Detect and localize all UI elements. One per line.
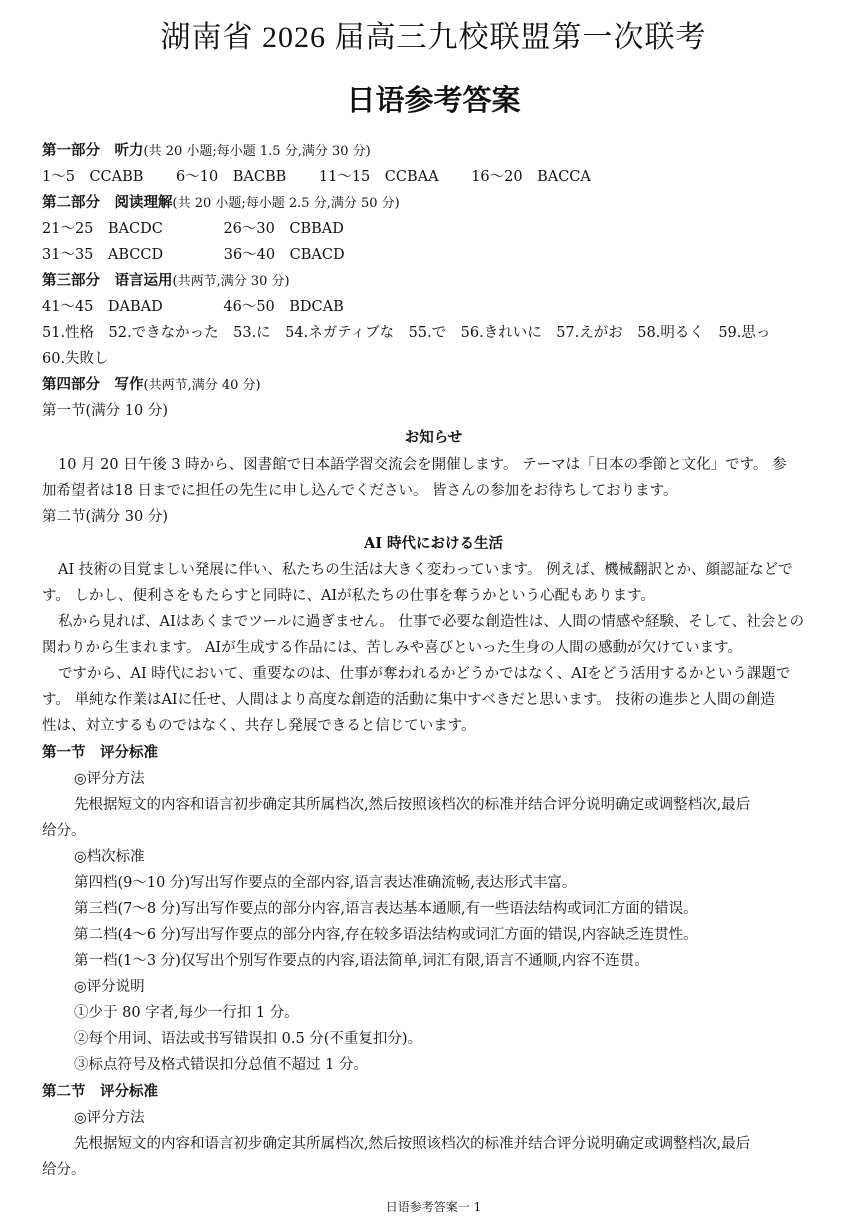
essay-line: 私から見れば、AIはあくまでツールに過ぎません。 仕事で必要な創造性は、人間の情感や経験、そして、社会との <box>58 614 805 630</box>
essay-line: 関わりから生まれます。 AIが生成する作品には、苦しみや喜びといった生身の人間の感動が欠けています。 <box>42 640 742 656</box>
part1-heading-line <box>42 141 832 162</box>
part2-answers-row2 <box>42 245 832 265</box>
answer-key-title: 日语参考答案 <box>346 83 521 117</box>
part2-heading: 第二部分 阅读理解 <box>42 194 173 211</box>
grading1-heading: 第一节 评分标准 <box>42 744 158 761</box>
grading1-notes-label: ◎评分说明 <box>74 979 145 995</box>
essay-line: ですから、AI 時代において、重要なのは、仕事が奪われるかどうかではなく、AIをどう活用するかという課題で <box>58 666 791 682</box>
answer-group: 41～45 DABAD <box>42 299 163 315</box>
notice-line: 10 月 20 日午後 3 時から、図書館で日本語学習交流会を開催します。 テーマは「日本の季節と文化」です。 参 <box>58 457 787 473</box>
answer-group: 6～10 BACBB <box>176 169 287 185</box>
notice-title: お知らせ <box>404 429 463 446</box>
part3-fill-line1: 51.性格 52.できなかった 53.に 54.ネガティブな 55.で 56.きれいに 57.えがお 58.明るく 59.思っ <box>42 325 771 341</box>
part4-heading-line <box>42 375 832 396</box>
grading1-method-line: 给分。 <box>42 823 86 839</box>
answer-group: 11～15 CCBAA <box>318 169 439 185</box>
essay-line: 性は、対立するものではなく、共存し発展できると信じています。 <box>42 718 476 734</box>
part1-heading: 第一部分 听力 <box>42 142 144 159</box>
answer-group: 31～35 ABCCD <box>42 247 164 263</box>
answer-group: 16～20 BACCA <box>471 169 591 185</box>
part2-answers-row1 <box>42 219 832 239</box>
part3-note: (共两节,满分 30 分) <box>172 274 290 289</box>
grading1-level: 第一档(1～3 分)仅写出个别写作要点的内容,语法简单,词汇有限,语言不通顺,内容不连贯。 <box>74 953 649 969</box>
notice-line: 加希望者は18 日までに担任の先生に申し込んでください。 皆さんの参加をお待ちしております。 <box>42 483 678 499</box>
essay-line: す。 単純な作業はAIに任せ、人間はより高度な創造的活動に集中すべきだと思います。 技術の進歩と人間の創造 <box>42 692 775 708</box>
grading1-note: ①少于 80 字者,每少一行扣 1 分。 <box>74 1005 299 1021</box>
part4-section1-label: 第一节(满分 10 分) <box>42 403 168 419</box>
part2-note: (共 20 小题;每小题 2.5 分,满分 50 分) <box>172 196 400 211</box>
page-footer: 日语参考答案一 1 <box>385 1200 482 1214</box>
exam-title: 湖南省 2026 届高三九校联盟第一次联考 <box>160 21 707 54</box>
part4-section2-label: 第二节(满分 30 分) <box>42 509 168 525</box>
answer-group: 46～50 BDCAB <box>223 299 344 315</box>
part1-answers <box>42 167 832 187</box>
answer-group: 36～40 CBACD <box>223 247 345 263</box>
essay-line: す。 しかし、便利さをもたらすと同時に、AIが私たちの仕事を奪うかという心配もあります。 <box>42 588 655 604</box>
answer-group: 1～5 CCABB <box>42 169 144 185</box>
grading1-note: ③标点符号及格式错误扣分总值不超过 1 分。 <box>74 1057 368 1073</box>
grading1-level: 第三档(7～8 分)写出写作要点的部分内容,语言表达基本通顺,有一些语法结构或词汇方面的错误。 <box>74 901 698 917</box>
part4-heading: 第四部分 写作 <box>42 376 144 393</box>
part3-heading-line <box>42 271 832 292</box>
part3-heading: 第三部分 语言运用 <box>42 272 173 289</box>
grading1-note: ②每个用词、语法或书写错误扣 0.5 分(不重复扣分)。 <box>74 1031 423 1047</box>
part2-heading-line <box>42 193 832 214</box>
essay-title: AI 時代における生活 <box>363 535 504 552</box>
grading1-levels-label: ◎档次标准 <box>74 849 145 865</box>
grading2-method-label: ◎评分方法 <box>74 1110 145 1126</box>
answer-group: 21～25 BACDC <box>42 221 163 237</box>
part1-note: (共 20 小题;每小题 1.5 分,满分 30 分) <box>143 144 371 159</box>
essay-line: AI 技術の目覚ましい発展に伴い、私たちの生活は大きく変わっています。 例えば、機械翻訳とか、顔認証などで <box>58 562 793 578</box>
part4-note: (共两节,满分 40 分) <box>143 378 261 393</box>
grading2-heading: 第二节 评分标准 <box>42 1083 158 1100</box>
grading2-method-line: 先根据短文的内容和语言初步确定其所属档次,然后按照该档次的标准并结合评分说明确定或调整档次,最后 <box>74 1136 751 1152</box>
answer-group: 26～30 CBBAD <box>223 221 344 237</box>
grading1-level: 第二档(4～6 分)写出写作要点的部分内容,存在较多语法结构或词汇方面的错误,内容缺乏连贯性。 <box>74 927 698 943</box>
grading2-method-line: 给分。 <box>42 1162 86 1178</box>
grading1-method-line: 先根据短文的内容和语言初步确定其所属档次,然后按照该档次的标准并结合评分说明确定或调整档次,最后 <box>74 797 751 813</box>
part3-answers-row1 <box>42 297 832 317</box>
grading1-method-label: ◎评分方法 <box>74 771 145 787</box>
grading1-level: 第四档(9～10 分)写出写作要点的全部内容,语言表达准确流畅,表达形式丰富。 <box>74 875 577 891</box>
part3-fill-line2: 60.失敗し <box>42 351 109 367</box>
